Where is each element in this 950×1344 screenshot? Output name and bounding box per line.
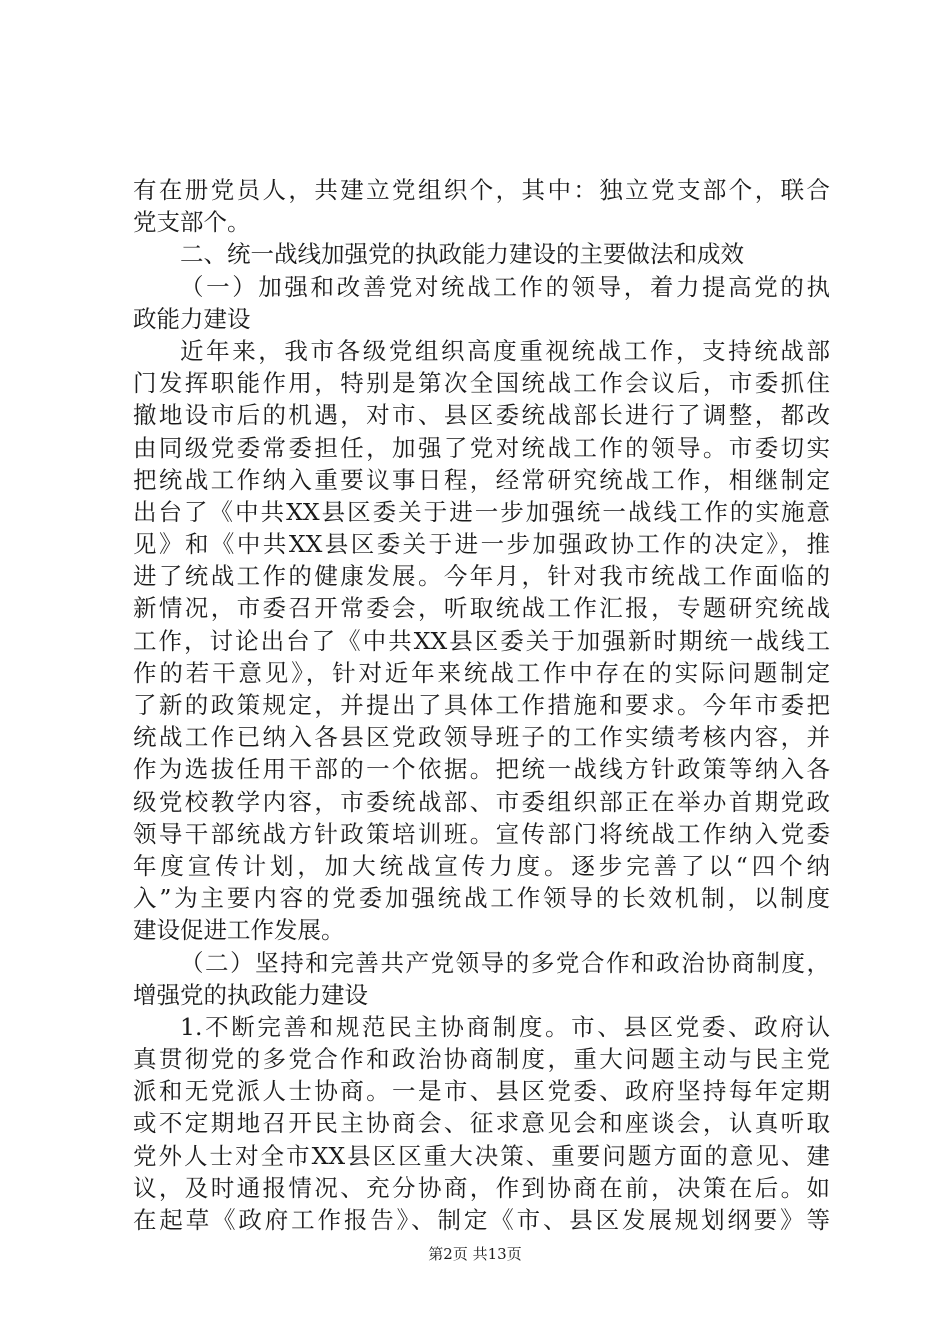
text-line: 政能力建设 bbox=[133, 304, 251, 333]
text-line: 把统战工作纳入重要议事日程，经常研究统战工作，相继制定 bbox=[133, 465, 830, 494]
text-line: 新情况，市委召开常委会，听取统战工作汇报，专题研究统战 bbox=[133, 594, 830, 623]
text-line: 党支部个。 bbox=[133, 208, 251, 237]
text-line: （二）坚持和完善共产党领导的多党合作和政治协商制度， bbox=[180, 948, 830, 977]
text-line: 真贯彻党的多党合作和政治协商制度，重大问题主动与民主党 bbox=[133, 1045, 830, 1074]
text-line: 或不定期地召开民主协商会、征求意见会和座谈会，认真听取 bbox=[133, 1109, 830, 1138]
text-line: 工作，讨论出台了《中共XX县区委关于加强新时期统一战线工 bbox=[133, 626, 830, 655]
text-line: 建设促进工作发展。 bbox=[133, 916, 345, 945]
text-line: 党外人士对全市XX县区区重大决策、重要问题方面的意见、建 bbox=[133, 1141, 830, 1170]
text-line: 门发挥职能作用，特别是第次全国统战工作会议后，市委抓住 bbox=[133, 369, 830, 398]
text-line: 作为选拔任用干部的一个依据。把统一战线方针政策等纳入各 bbox=[133, 755, 830, 784]
text-line: 在起草《政府工作报告》、制定《市、县区发展规划纲要》等 bbox=[133, 1206, 830, 1234]
text-line: 了新的政策规定，并提出了具体工作措施和要求。今年市委把 bbox=[133, 691, 830, 719]
text-line: 作的若干意见》，针对近年来统战工作中存在的实际问题制定 bbox=[133, 658, 830, 687]
text-line: 1.不断完善和规范民主协商制度。市、县区党委、政府认 bbox=[180, 1012, 830, 1041]
text-line: 派和无党派人士协商。一是市、县区党委、政府坚持每年定期 bbox=[133, 1077, 830, 1106]
text-line: 有在册党员人，共建立党组织个，其中：独立党支部个，联合 bbox=[133, 176, 830, 204]
text-line: （一）加强和改善党对统战工作的领导，着力提高党的执 bbox=[180, 272, 830, 301]
text-line: 二、统一战线加强党的执政能力建设的主要做法和成效 bbox=[180, 240, 744, 269]
text-line: 见》和《中共XX县区委关于进一步加强政协工作的决定》，推 bbox=[133, 530, 830, 559]
text-line: 领导干部统战方针政策培训班。宣传部门将统战工作纳入党委 bbox=[133, 819, 830, 848]
text-line: 出台了《中共XX县区委关于进一步加强统一战线工作的实施意 bbox=[133, 497, 830, 526]
text-line: 统战工作已纳入各县区党政领导班子的工作实绩考核内容，并 bbox=[133, 723, 830, 752]
text-line: 增强党的执政能力建设 bbox=[133, 980, 368, 1009]
text-line: 撤地设市后的机遇，对市、县区委统战部长进行了调整，都改 bbox=[133, 401, 830, 430]
text-line: 议，及时通报情况、充分协商，作到协商在前，决策在后。如 bbox=[133, 1173, 830, 1202]
page-footer: 第2页 共13页 bbox=[428, 1245, 522, 1263]
text-line: 近年来，我市各级党组织高度重视统战工作，支持统战部 bbox=[180, 336, 830, 365]
text-line: 年度宣传计划，加大统战宣传力度。逐步完善了以“四个纳 bbox=[133, 851, 830, 880]
document-body bbox=[133, 174, 830, 1236]
text-line: 级党校教学内容，市委统战部、市委组织部正在举办首期党政 bbox=[133, 787, 830, 816]
text-line: 进了统战工作的健康发展。今年月，针对我市统战工作面临的 bbox=[133, 562, 830, 591]
text-line: 由同级党委常委担任，加强了党对统战工作的领导。市委切实 bbox=[133, 433, 830, 462]
text-line: 入”为主要内容的党委加强统战工作领导的长效机制，以制度 bbox=[133, 884, 830, 913]
